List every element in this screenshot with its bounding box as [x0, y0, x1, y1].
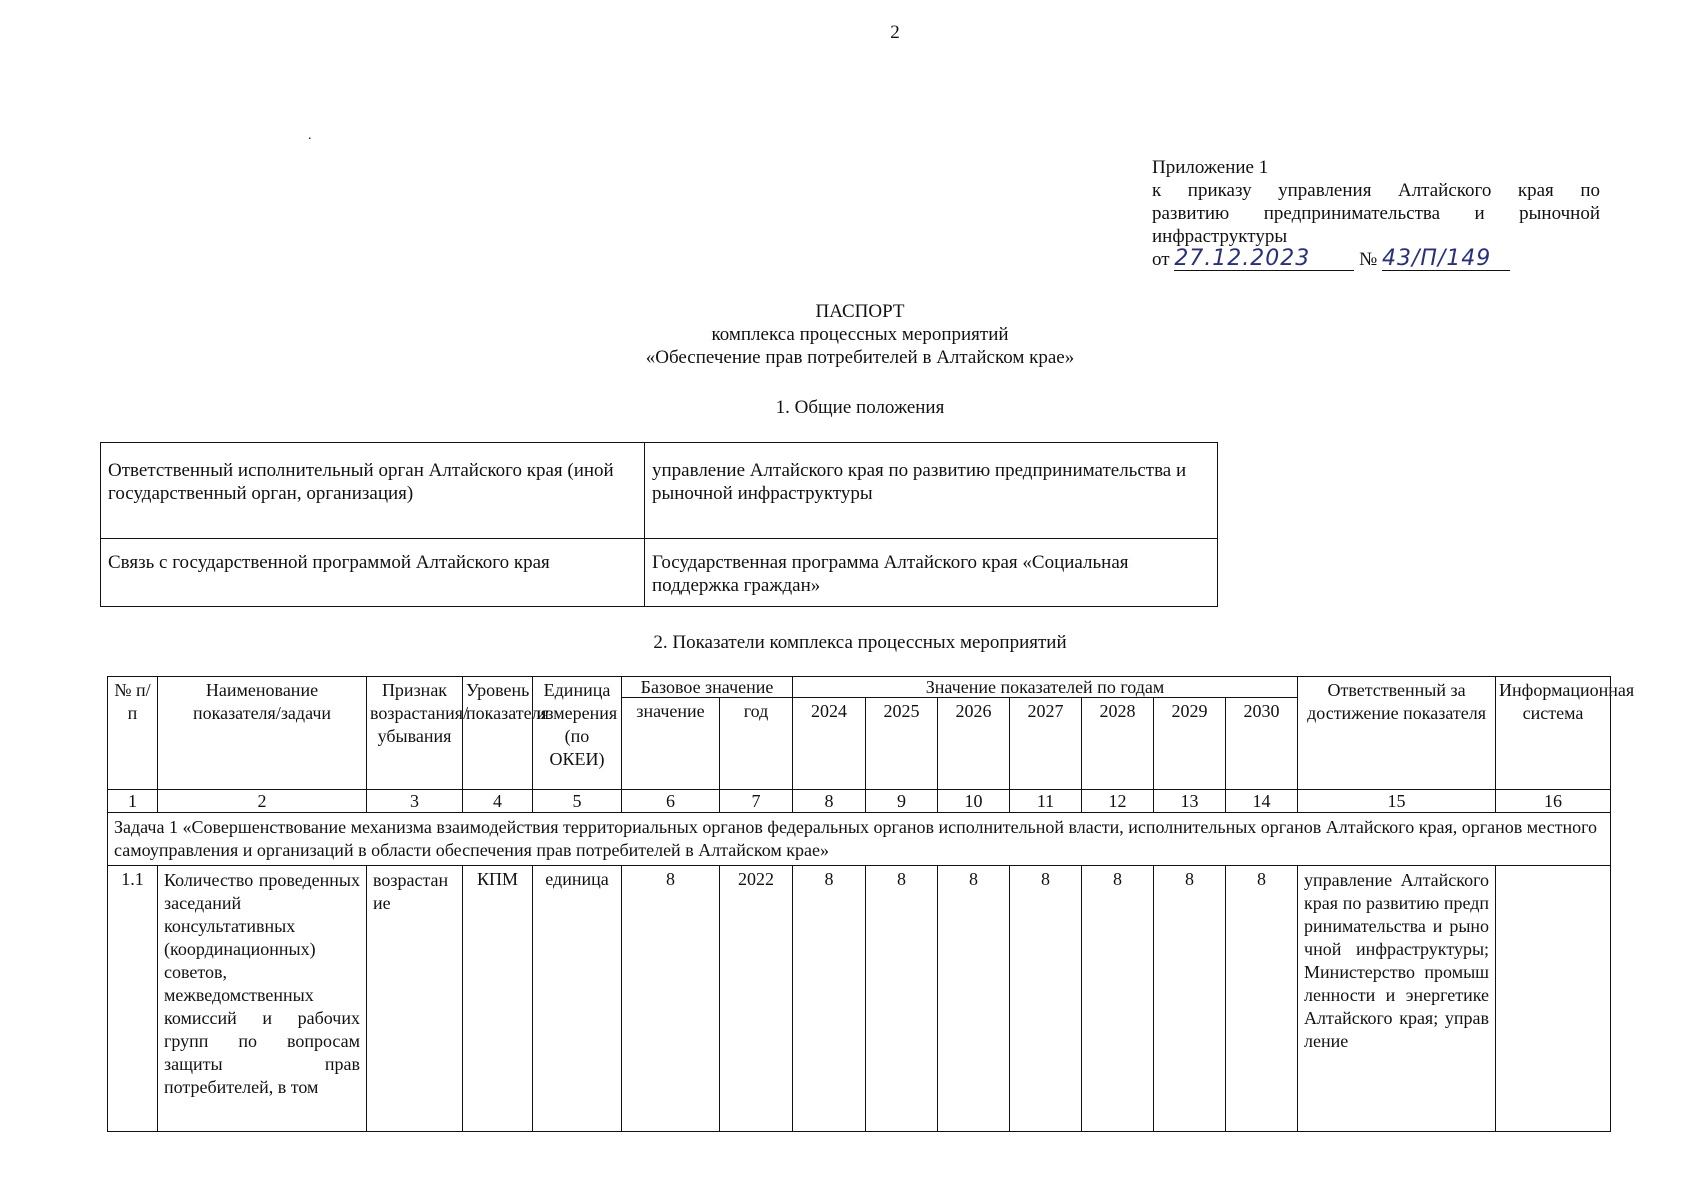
row-responsible: управление Алтайского края по развитию предпринимательства и рыночной инфраструктуры; Министерство промышленности и энергетике Алтайского края; управление [1298, 866, 1496, 1132]
header-year: 2028 [1082, 698, 1154, 790]
header-info-system: Информационная система [1496, 677, 1611, 790]
row-level: КПМ [463, 866, 533, 1132]
passport-subtitle: комплекса процессных мероприятий [711, 324, 1009, 345]
handwritten-date: 27.12.2023 [1174, 248, 1354, 271]
row-label: Ответственный исполнительный орган Алтайского края (иной государственный орган, организация) [101, 443, 645, 539]
row-value-2024: 8 [793, 866, 866, 1132]
column-number: 3 [367, 790, 463, 813]
header-base-value: значение [622, 698, 720, 790]
header-level: Уровень показателя [463, 677, 533, 790]
passport-name: «Обеспечение прав потребителей в Алтайском крае» [645, 347, 1075, 368]
indicators-table [107, 676, 1635, 1132]
passport-title: ПАСПОРТ [815, 301, 905, 322]
task-1: Задача 1 «Совершенствование механизма взаимодействия территориальных органов федеральных органов исполнительной власти, исполнительных органов Алтайского края, органов местного самоуправления и организаций в области обеспечения прав потребителей в Алтайском крае» [108, 813, 1611, 866]
column-number: 2 [158, 790, 367, 813]
column-number: 11 [1010, 790, 1082, 813]
header-base-year: год [720, 698, 793, 790]
stray-dot: . [308, 128, 312, 143]
appendix-title: Приложение 1 [1152, 157, 1269, 178]
appendix-line-3: инфраструктуры [1152, 226, 1288, 247]
row-name: Количество проведенных заседаний консультативных (координационных) советов, межведомственных комиссий и рабочих групп по вопросам защиты прав потребителей, в том [158, 866, 367, 1132]
row-value-2026: 8 [938, 866, 1010, 1132]
appendix-block [1152, 156, 1600, 271]
task-row [108, 813, 1611, 866]
header-base: Базовое значение [622, 677, 793, 698]
header-row [108, 677, 1611, 698]
handwritten-number: 43/П/149 [1382, 248, 1510, 271]
row-num: 1.1 [108, 866, 158, 1132]
column-number: 8 [793, 790, 866, 813]
row-label: Связь с государственной программой Алтайского края [101, 539, 645, 607]
column-number: 1 [108, 790, 158, 813]
column-number: 15 [1298, 790, 1496, 813]
column-number: 5 [533, 790, 622, 813]
column-numbers-row [108, 790, 1611, 813]
row-base-value: 8 [622, 866, 720, 1132]
column-number: 9 [866, 790, 938, 813]
row-value-2027: 8 [1010, 866, 1082, 1132]
row-value-2028: 8 [1082, 866, 1154, 1132]
row-base-year: 2022 [720, 866, 793, 1132]
number-prefix: № [1359, 249, 1378, 270]
section2-heading: 2. Показатели комплекса процессных мероприятий [653, 632, 1067, 653]
header-num: № п/п [108, 677, 158, 790]
appendix-date-number-line [1152, 248, 1600, 271]
appendix-line-2: развитию предпринимательства и рыночной [1152, 203, 1600, 224]
column-number: 7 [720, 790, 793, 813]
page-number: 2 [890, 22, 900, 43]
row-value-2029: 8 [1154, 866, 1226, 1132]
section1-heading: 1. Общие положения [775, 397, 945, 418]
date-prefix: от [1152, 249, 1170, 270]
column-number: 6 [622, 790, 720, 813]
header-year: 2027 [1010, 698, 1082, 790]
column-number: 12 [1082, 790, 1154, 813]
header-year: 2030 [1226, 698, 1298, 790]
column-number: 4 [463, 790, 533, 813]
header-by-years: Значение показателей по годам [793, 677, 1298, 698]
column-number: 14 [1226, 790, 1298, 813]
row-value: Государственная программа Алтайского края «Социальная поддержка граждан» [645, 539, 1218, 607]
table-row [101, 539, 1218, 607]
row-value-2025: 8 [866, 866, 938, 1132]
column-number: 13 [1154, 790, 1226, 813]
column-number: 10 [938, 790, 1010, 813]
passport-title-block [0, 300, 1697, 369]
header-year: 2026 [938, 698, 1010, 790]
header-year: 2024 [793, 698, 866, 790]
table-row [108, 866, 1611, 1132]
row-value: управление Алтайского края по развитию предпринимательства и рыночной инфраструктуры [645, 443, 1218, 539]
row-info-system [1496, 866, 1611, 1132]
column-number: 16 [1496, 790, 1611, 813]
general-provisions-table [100, 442, 1218, 607]
header-sign: Признак возрастания/ убывания [367, 677, 463, 790]
row-sign: возрастание [367, 866, 463, 1132]
header-name: Наименование показателя/задачи [158, 677, 367, 790]
header-unit: Единица измерения (по ОКЕИ) [533, 677, 622, 790]
header-year: 2025 [866, 698, 938, 790]
row-unit: единица [533, 866, 622, 1132]
header-year: 2029 [1154, 698, 1226, 790]
row-value-2030: 8 [1226, 866, 1298, 1132]
appendix-line-1: к приказу управления Алтайского края по [1152, 180, 1600, 201]
header-responsible: Ответственный за достижение показателя [1298, 677, 1496, 790]
table-row [101, 443, 1218, 539]
